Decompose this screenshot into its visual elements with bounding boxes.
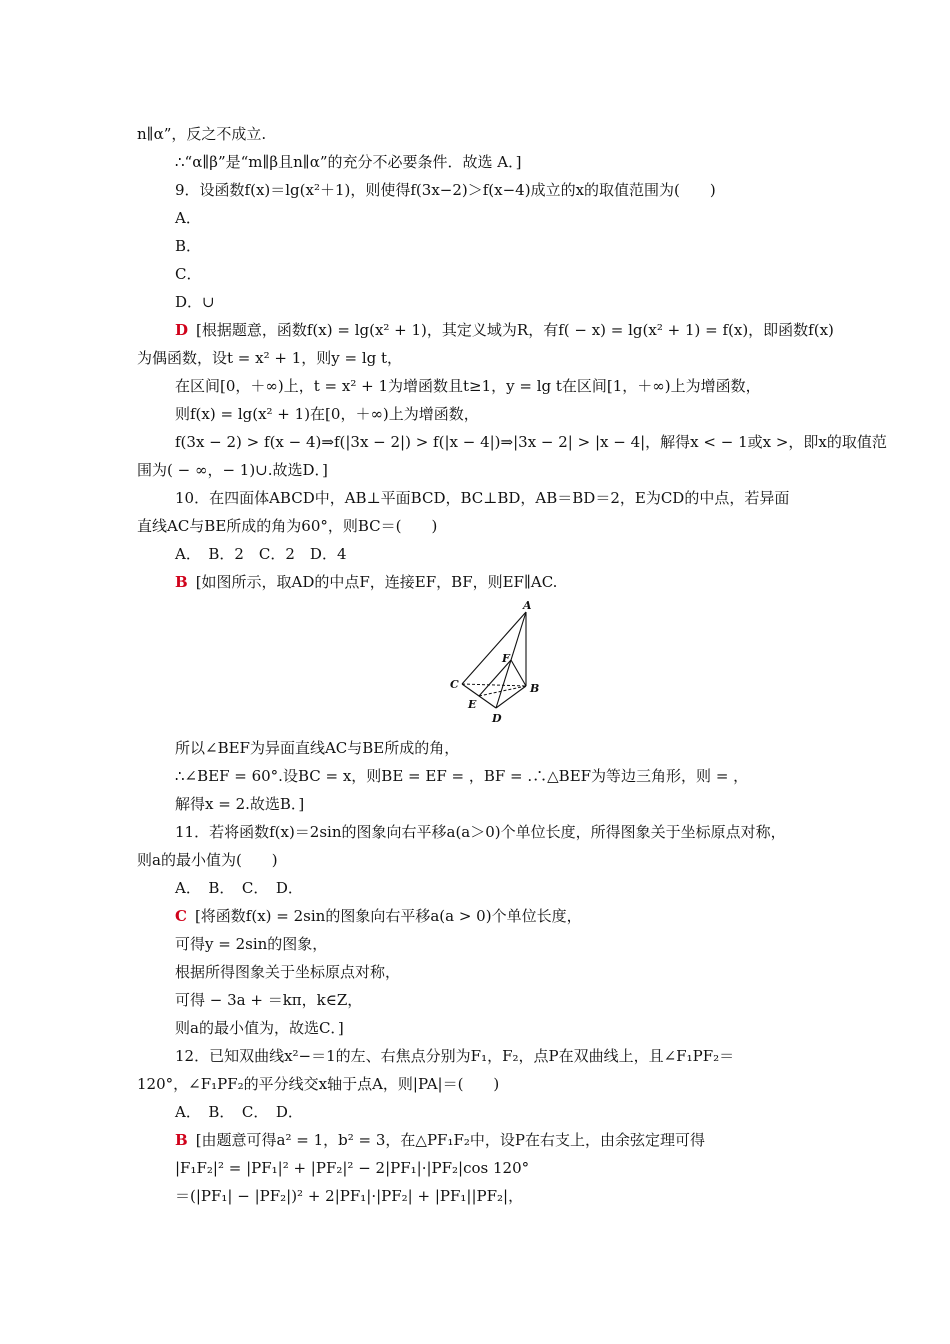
- label-b: B: [530, 682, 540, 695]
- question-12-cont: 120°，∠F₁PF₂的平分线交x轴于点A，则|PA|＝( ): [137, 1075, 500, 1093]
- solution-line: B [如图所示，取AD的中点F，连接EF，BF，则EF∥AC.: [175, 573, 558, 591]
- label-d: D: [492, 712, 502, 725]
- answer-letter: B: [175, 573, 188, 591]
- answer-letter: D: [175, 321, 189, 339]
- solution-line: B [由题意可得a² = 1，b² = 3，在△PF₁F₂中，设P在右支上，由余弦定理可得: [175, 1131, 705, 1149]
- tetrahedron-figure: [440, 598, 550, 730]
- option-b: B．: [175, 237, 202, 255]
- text-line: n∥α”，反之不成立.: [137, 125, 267, 143]
- question-11-cont: 则a的最小值为( ): [137, 851, 278, 869]
- question-9: 9．设函数f(x)＝lg(x²＋1)，则使得f(3x−2)＞f(x−4)成立的x的取值范围为( ): [175, 181, 716, 199]
- question-10-cont: 直线AC与BE所成的角为60°，则BC＝( ): [137, 517, 438, 535]
- question-10: 10．在四面体ABCD中，AB⊥平面BCD，BC⊥BD，AB＝BD＝2，E为CD的中点，若异面: [175, 489, 790, 507]
- option-a: A．: [175, 209, 201, 227]
- solution-line: f(3x − 2) > f(x − 4)⇒f(|3x − 2|) > f(|x − 4|)⇒|3x − 2| > |x − 4|，解得x < − 1或x >，即x的取值范: [175, 433, 887, 451]
- solution-line: 在区间[0，＋∞)上，t = x² + 1为增函数且t≥1，y = lg t在区间[1，＋∞)上为增函数，: [175, 377, 761, 395]
- answer-letter: B: [175, 1131, 188, 1149]
- solution-line: 则a的最小值为，故选C．]: [175, 1019, 344, 1037]
- question-11: 11．若将函数f(x)＝2sin的图象向右平移a(a＞0)个单位长度，所得图象关于坐标原点对称，: [175, 823, 786, 841]
- label-c: C: [450, 678, 459, 691]
- solution-line: ∴∠BEF = 60°.设BC = x，则BE = EF = ，BF = .∴△BEF为等边三角形，则 = ，: [175, 767, 749, 785]
- solution-line: C [将函数f(x) = 2sin的图象向右平移a(a > 0)个单位长度，: [175, 907, 582, 925]
- options-line: A． B． C． D．: [175, 879, 303, 897]
- solution-line: 为偶函数，设t = x² + 1，则y = lg t，: [137, 349, 403, 367]
- solution-line: |F₁F₂|² = |PF₁|² + |PF₂|² − 2|PF₁|·|PF₂|cos 120°: [175, 1159, 530, 1177]
- solution-line: 围为( − ∞，− 1)∪.故选D．]: [137, 461, 328, 479]
- solution-line: 可得y = 2sin的图象，: [175, 935, 328, 953]
- answer-letter: C: [175, 907, 187, 925]
- solution-line: 所以∠BEF为异面直线AC与BE所成的角，: [175, 739, 460, 757]
- solution-line: 可得 − 3a + ＝kπ，k∈Z，: [175, 991, 363, 1009]
- label-f: F: [502, 652, 510, 665]
- solution-line: 则f(x) = lg(x² + 1)在[0，＋∞)上为增函数，: [175, 405, 479, 423]
- label-e: E: [468, 698, 477, 711]
- option-d: D．∪: [175, 293, 215, 311]
- question-12: 12．已知双曲线x²−＝1的左、右焦点分别为F₁，F₂，点P在双曲线上，且∠F₁PF₂＝: [175, 1047, 735, 1065]
- option-c: C．: [175, 265, 202, 283]
- options-line: A． B． C． D．: [175, 1103, 303, 1121]
- solution-line: D [根据题意，函数f(x) = lg(x² + 1)，其定义域为R，有f( − x) = lg(x² + 1) = f(x)，即函数f(x): [175, 321, 834, 339]
- solution-line: 解得x = 2.故选B．]: [175, 795, 305, 813]
- options-line: A． B．2 C．2 D．4: [175, 545, 347, 563]
- label-a: A: [523, 599, 532, 612]
- solution-line: 根据所得图象关于坐标原点对称，: [175, 963, 401, 981]
- text-line: ∴“α∥β”是“m∥β且n∥α”的充分不必要条件．故选 A．]: [175, 153, 522, 171]
- solution-line: ＝(|PF₁| − |PF₂|)² + 2|PF₁|·|PF₂| + |PF₁||PF₂|，: [175, 1187, 524, 1205]
